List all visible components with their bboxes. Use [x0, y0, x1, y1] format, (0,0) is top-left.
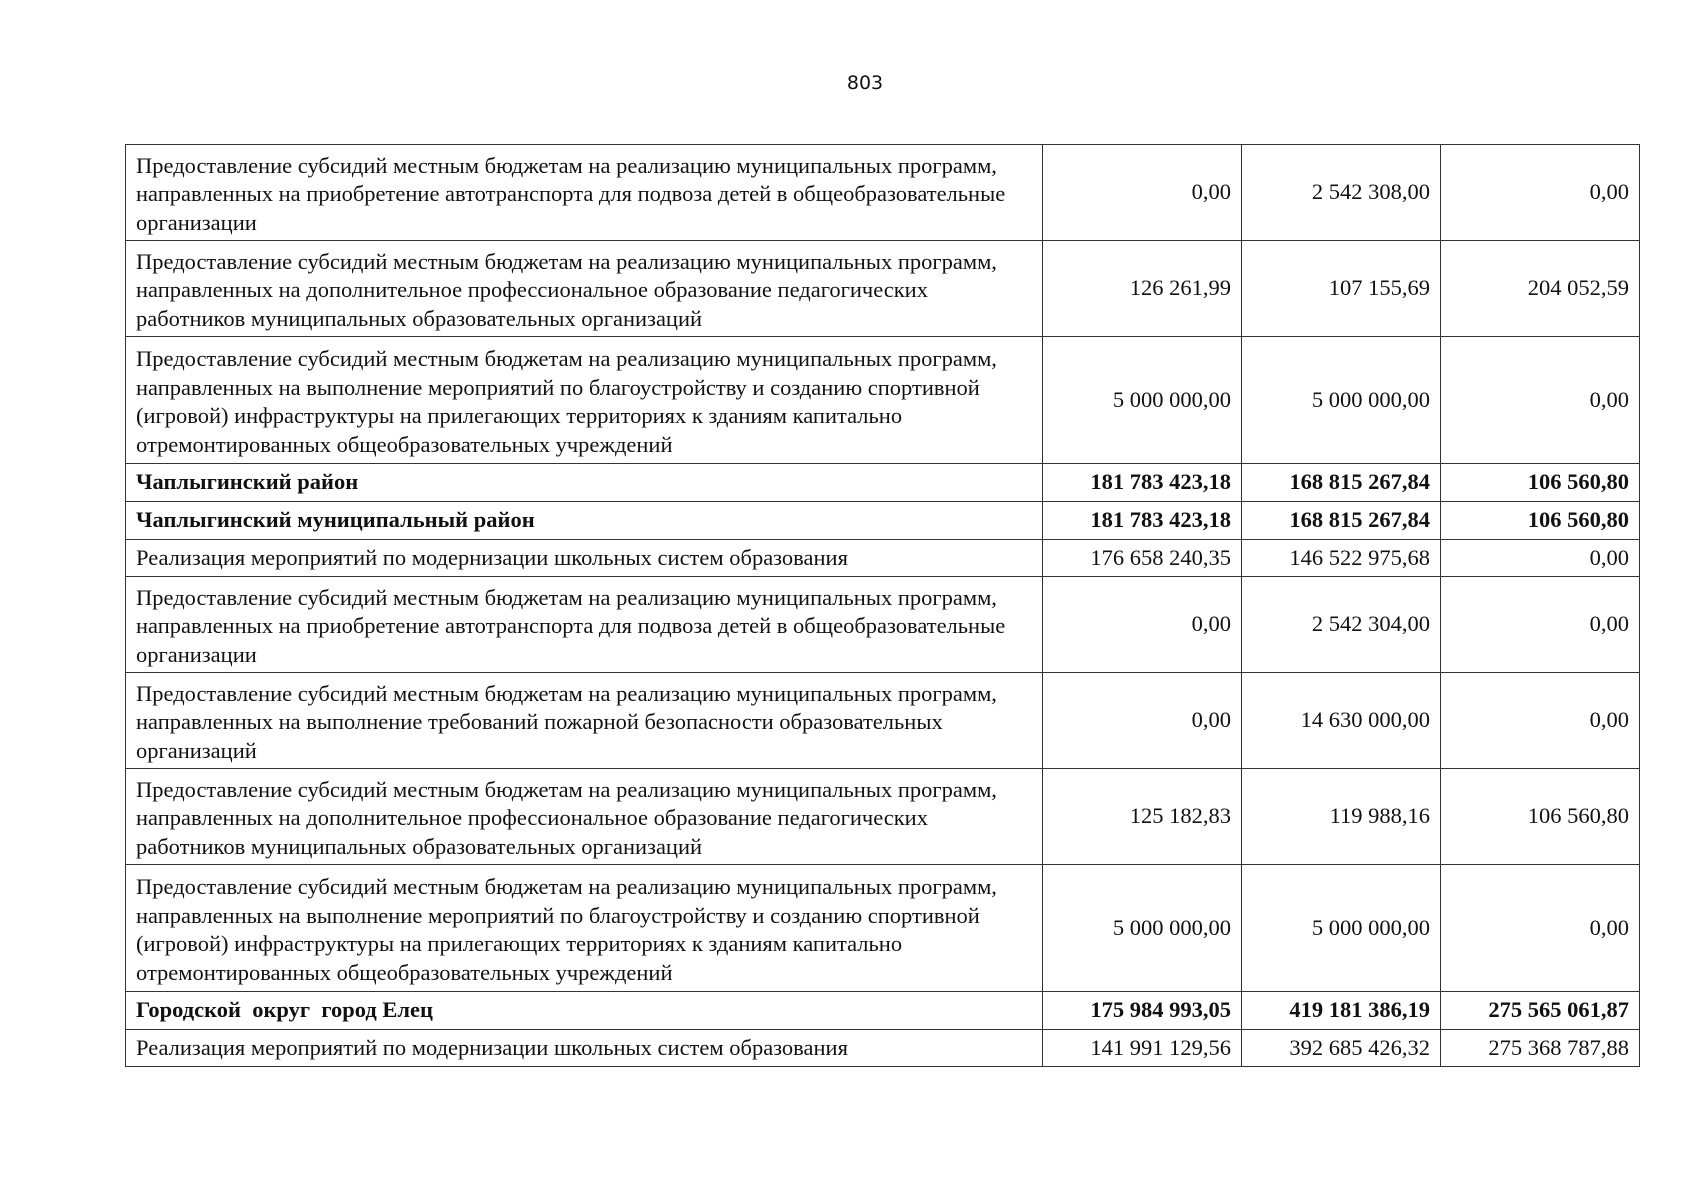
row-value-1: 5 000 000,00: [1043, 865, 1242, 992]
row-name: Предоставление субсидий местным бюджетам на реализацию муниципальных программ, направленных на дополнительное профессиональное образование педагогических работников муниципальных образовательных организаций: [126, 769, 1043, 865]
row-value-2: 168 815 267,84: [1242, 501, 1441, 539]
row-value-1: 126 261,99: [1043, 241, 1242, 337]
row-value-3: 106 560,80: [1441, 501, 1640, 539]
row-value-3: 0,00: [1441, 145, 1640, 241]
row-name: Чаплыгинский район: [126, 464, 1043, 502]
table-row: [126, 673, 1640, 769]
row-value-2: 119 988,16: [1242, 769, 1441, 865]
table-row: [126, 464, 1640, 502]
row-name: Городской округ город Елец: [126, 992, 1043, 1030]
row-value-1: 181 783 423,18: [1043, 464, 1242, 502]
row-value-2: 5 000 000,00: [1242, 337, 1441, 464]
row-value-2: 168 815 267,84: [1242, 464, 1441, 502]
row-value-1: 125 182,83: [1043, 769, 1242, 865]
row-value-2: 2 542 308,00: [1242, 145, 1441, 241]
table-row: [126, 1029, 1640, 1067]
row-value-1: 141 991 129,56: [1043, 1029, 1242, 1067]
row-value-2: 14 630 000,00: [1242, 673, 1441, 769]
row-name: Реализация мероприятий по модернизации школьных систем образования: [126, 1029, 1043, 1067]
table-row: [126, 769, 1640, 865]
row-value-3: 275 565 061,87: [1441, 992, 1640, 1030]
row-value-3: 0,00: [1441, 673, 1640, 769]
row-value-1: 5 000 000,00: [1043, 337, 1242, 464]
row-value-3: 0,00: [1441, 577, 1640, 673]
table-row: [126, 865, 1640, 992]
row-value-2: 392 685 426,32: [1242, 1029, 1441, 1067]
row-value-1: 0,00: [1043, 145, 1242, 241]
row-value-3: 204 052,59: [1441, 241, 1640, 337]
row-value-2: 2 542 304,00: [1242, 577, 1441, 673]
row-name: Чаплыгинский муниципальный район: [126, 501, 1043, 539]
row-value-3: 0,00: [1441, 539, 1640, 577]
row-value-1: 0,00: [1043, 577, 1242, 673]
table-row: [126, 145, 1640, 241]
row-value-2: 146 522 975,68: [1242, 539, 1441, 577]
page-number: 803: [846, 72, 884, 94]
row-value-3: 106 560,80: [1441, 769, 1640, 865]
row-value-1: 175 984 993,05: [1043, 992, 1242, 1030]
row-value-1: 0,00: [1043, 673, 1242, 769]
table-row: [126, 337, 1640, 464]
row-name: Предоставление субсидий местным бюджетам на реализацию муниципальных программ, направленных на выполнение мероприятий по благоустройству и созданию спортивной (игровой) инфраструктуры на прилегающих территориях к зданиям капитально отремонтированных общеобразовательных учреждений: [126, 865, 1043, 992]
row-value-1: 176 658 240,35: [1043, 539, 1242, 577]
row-value-1: 181 783 423,18: [1043, 501, 1242, 539]
row-name: Предоставление субсидий местным бюджетам на реализацию муниципальных программ, направленных на выполнение требований пожарной безопасности образовательных организаций: [126, 673, 1043, 769]
table-row: [126, 992, 1640, 1030]
budget-table-body: [126, 145, 1640, 1067]
row-value-3: 0,00: [1441, 337, 1640, 464]
budget-table: [125, 144, 1640, 1067]
row-value-2: 107 155,69: [1242, 241, 1441, 337]
row-value-2: 419 181 386,19: [1242, 992, 1441, 1030]
row-value-3: 275 368 787,88: [1441, 1029, 1640, 1067]
row-value-2: 5 000 000,00: [1242, 865, 1441, 992]
row-name: Предоставление субсидий местным бюджетам на реализацию муниципальных программ, направленных на приобретение автотранспорта для подвоза детей в общеобразовательные организации: [126, 145, 1043, 241]
row-name: Предоставление субсидий местным бюджетам на реализацию муниципальных программ, направленных на выполнение мероприятий по благоустройству и созданию спортивной (игровой) инфраструктуры на прилегающих территориях к зданиям капитально отремонтированных общеобразовательных учреждений: [126, 337, 1043, 464]
row-value-3: 0,00: [1441, 865, 1640, 992]
row-name: Предоставление субсидий местным бюджетам на реализацию муниципальных программ, направленных на приобретение автотранспорта для подвоза детей в общеобразовательные организации: [126, 577, 1043, 673]
row-name: Реализация мероприятий по модернизации школьных систем образования: [126, 539, 1043, 577]
table-row: [126, 539, 1640, 577]
row-name: Предоставление субсидий местным бюджетам на реализацию муниципальных программ, направленных на дополнительное профессиональное образование педагогических работников муниципальных образовательных организаций: [126, 241, 1043, 337]
table-row: [126, 577, 1640, 673]
table-row: [126, 241, 1640, 337]
table-row: [126, 501, 1640, 539]
row-value-3: 106 560,80: [1441, 464, 1640, 502]
